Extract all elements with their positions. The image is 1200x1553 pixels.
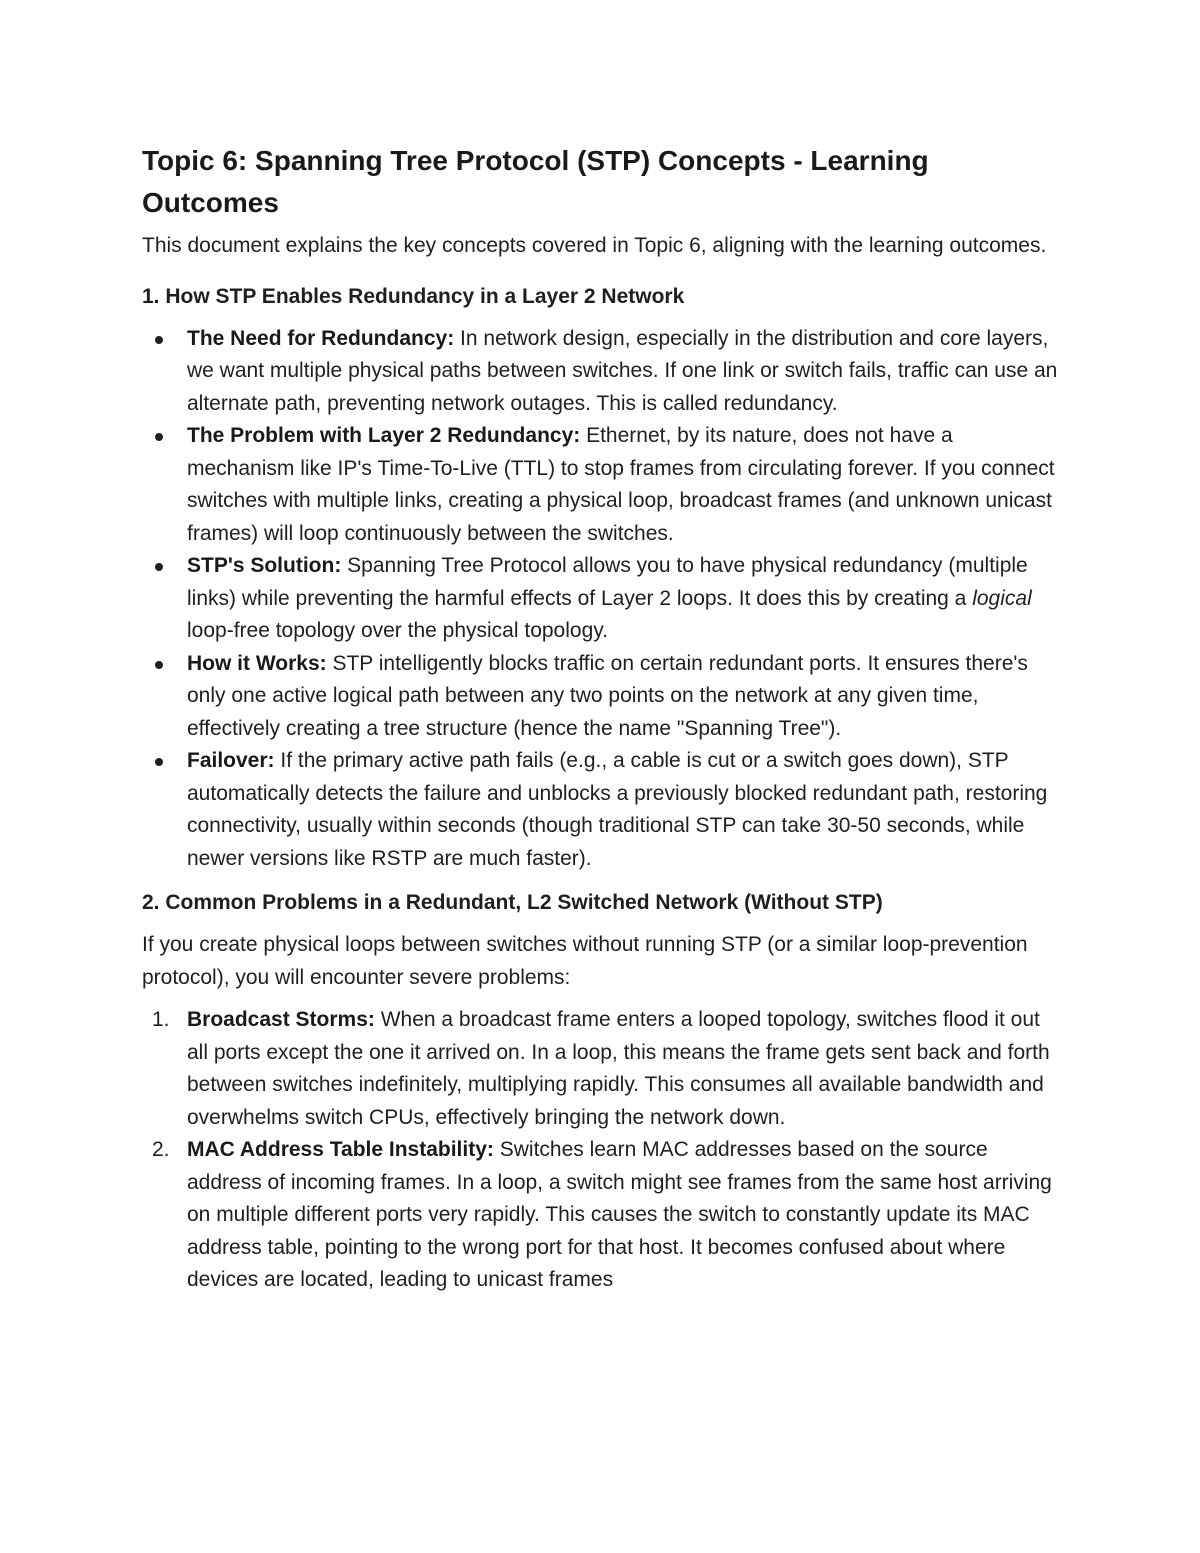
item-lead: How it Works: [187,651,327,675]
bullet-icon [155,661,163,669]
list-item [142,1134,1062,1297]
item-text: loop-free topology over the physical topology. [187,619,609,642]
section-2-intro: If you create physical loops between switches without running STP (or a similar loop-prevention protocol), you will encounter severe problems: [142,933,1028,989]
item-lead: MAC Address Table Instability: [187,1138,494,1161]
document-title: Topic 6: Spanning Tree Protocol (STP) Concepts - Learning Outcomes [142,145,929,218]
item-text: When a broadcast frame enters a looped topology, switches flood it out all ports except the one it arrived on. In a loop, this means the frame gets sent back and forth between switches indefinitely, multiplying rapidly. This consumes all available bandwidth and overwhelms switch CPUs, effectively bringing the network down. [187,1008,1050,1129]
item-lead: The Need for Redundancy: [187,326,455,350]
item-text: Spanning Tree Protocol allows you to have physical redundancy (multiple links) while preventing the harmful effects of Layer 2 loops. It does this by creating a [187,554,1028,610]
list-item [142,1004,1062,1134]
list-item [142,745,1062,875]
document-intro: This document explains the key concepts covered in Topic 6, aligning with the learning outcomes. [142,234,1047,257]
item-text: STP intelligently blocks traffic on certain redundant ports. It ensures there's only one active logical path between any two points on the network at any given time, effectively creating a tree structure (hence the name "Spanning Tree"). [187,651,1028,740]
item-text: If the primary active path fails (e.g., a cable is cut or a switch goes down), STP automatically detects the failure and unblocks a previously blocked redundant path, restoring connectivity, usually within seconds (though traditional STP can take 30-50 seconds, while newer versions like RSTP are much faster). [187,749,1048,870]
item-lead: The Problem with Layer 2 Redundancy: [187,424,581,447]
list-number: 1. [152,1008,170,1031]
section-1-heading: 1. How STP Enables Redundancy in a Layer 2 Network [142,284,685,308]
section-2-numbered-list [142,1004,1062,1297]
bullet-icon [155,433,163,441]
item-text: Ethernet, by its nature, does not have a mechanism like IP's Time-To-Live (TTL) to stop frames from circulating forever. If you connect switches with multiple links, creating a physical loop, broadcast frames (and unknown unicast frames) will loop continuously between the switches. [187,424,1055,545]
list-number: 2. [152,1138,170,1161]
item-lead: STP's Solution: [187,554,342,577]
list-item [142,648,1062,746]
bullet-icon [155,758,163,766]
list-item [142,550,1062,648]
item-lead: Broadcast Storms: [187,1008,375,1031]
bullet-icon [155,336,163,344]
list-item [142,323,1062,421]
section-2-heading: 2. Common Problems in a Redundant, L2 Switched Network (Without STP) [142,891,883,914]
document-page [142,140,1062,1309]
item-text: Switches learn MAC addresses based on the source address of incoming frames. In a loop, a switch might see frames from the same host arriving on multiple different ports very rapidly. This causes the switch to constantly update its MAC address table, pointing to the wrong port for that host. It becomes confused about where devices are located, leading to unicast frames [187,1138,1052,1291]
item-emphasis: logical [972,586,1032,610]
bullet-icon [155,563,163,571]
item-text: In network design, especially in the distribution and core layers, we want multiple physical paths between switches. If one link or switch fails, traffic can use an alternate path, preventing network outages. This is called redundancy. [187,326,1058,415]
list-item [142,420,1062,550]
item-lead: Failover: [187,749,275,772]
section-1-bullet-list [142,323,1062,876]
